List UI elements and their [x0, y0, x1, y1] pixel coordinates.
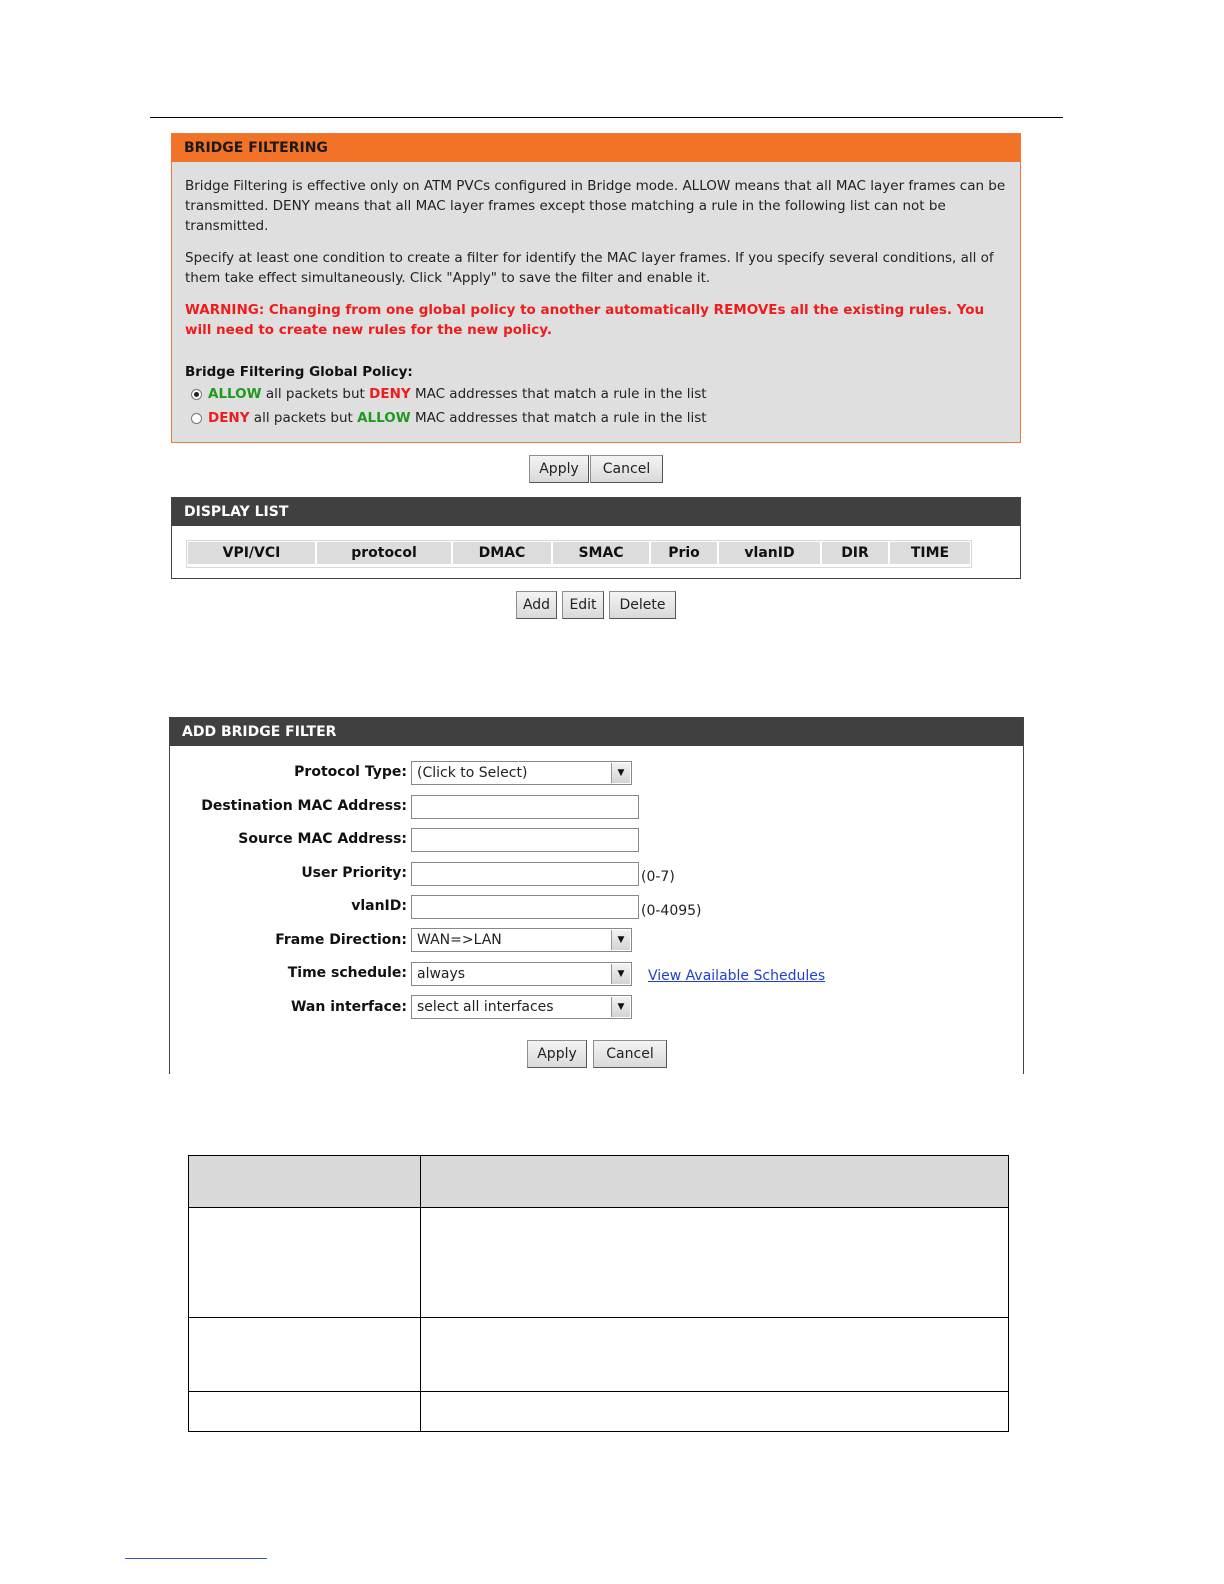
global-policy-label: Bridge Filtering Global Policy: — [185, 364, 413, 380]
table-cell — [421, 1392, 1009, 1432]
table-cell — [421, 1318, 1009, 1392]
table-cell — [189, 1208, 421, 1318]
bridge-filtering-instructions: Specify at least one condition to create a filter for identify the MAC layer frames. If you specify several conditions, all of them take effect simultaneously. Click "Apply" to save the filter and enable it. — [185, 250, 994, 286]
chevron-down-icon[interactable]: ▼ — [611, 997, 630, 1017]
footer-link-rule — [125, 1558, 267, 1559]
column-header: Prio — [651, 542, 717, 564]
policy-allow-radio[interactable] — [191, 389, 202, 400]
allow-keyword: ALLOW — [208, 386, 262, 402]
table-row — [189, 1392, 1009, 1432]
chevron-down-icon[interactable]: ▼ — [611, 964, 630, 984]
deny-keyword: DENY — [369, 386, 411, 402]
table-row — [189, 1208, 1009, 1318]
wan-interface-label: Wan interface: — [290, 999, 407, 1015]
display-list-panel — [171, 497, 1021, 579]
column-header: VPI/VCI — [188, 542, 315, 564]
deny-keyword: DENY — [208, 410, 250, 426]
policy-change-warning: WARNING: Changing from one global policy to another automatically REMOVEs all the existing rules. You will need to create new rules for the new policy. — [185, 302, 985, 338]
display-list-table — [186, 540, 972, 568]
deny-option-text: all packets but — [249, 410, 358, 426]
user-priority-label: User Priority: — [301, 865, 407, 881]
protocol-type-value: (Click to Select) — [417, 765, 528, 781]
allow-option-tail: MAC addresses that match a rule in the list — [410, 386, 707, 402]
vlan-id-label: vlanID: — [351, 898, 407, 914]
time-schedule-select[interactable] — [411, 962, 632, 986]
protocol-type-label: Protocol Type: — [294, 764, 407, 780]
column-header: protocol — [317, 542, 451, 564]
filter-cancel-button[interactable]: Cancel — [593, 1040, 667, 1068]
display-list-title: DISPLAY LIST — [172, 498, 1020, 526]
user-priority-input[interactable] — [411, 862, 639, 886]
bridge-filtering-panel — [171, 133, 1021, 443]
time-schedule-value: always — [417, 966, 466, 982]
policy-cancel-button[interactable]: Cancel — [590, 455, 663, 483]
frame-direction-select[interactable] — [411, 928, 632, 952]
destination-mac-input[interactable] — [411, 795, 639, 819]
wan-interface-value: select all interfaces — [417, 999, 554, 1015]
vlan-id-input[interactable] — [411, 895, 639, 919]
parameter-description-table — [188, 1155, 1009, 1432]
chevron-down-icon[interactable]: ▼ — [611, 930, 630, 950]
deny-option-tail: MAC addresses that match a rule in the list — [410, 410, 707, 426]
source-mac-input[interactable] — [411, 828, 639, 852]
bridge-filtering-description: Bridge Filtering is effective only on ATM PVCs configured in Bridge mode. ALLOW means that all MAC layer frames can be transmitted. DENY means that all MAC layer frames except those matching a rule in the following list can not be transmitted. — [185, 178, 1006, 234]
policy-apply-button[interactable]: Apply — [529, 455, 589, 483]
bridge-filtering-title: BRIDGE FILTERING — [172, 134, 1020, 162]
column-header: vlanID — [719, 542, 820, 564]
add-bridge-filter-panel — [169, 717, 1024, 1074]
wan-interface-select[interactable] — [411, 995, 632, 1019]
column-header: TIME — [890, 542, 970, 564]
view-schedules-link[interactable]: View Available Schedules — [648, 968, 826, 984]
delete-rule-button[interactable]: Delete — [609, 591, 676, 619]
column-header: DMAC — [453, 542, 551, 564]
time-schedule-label: Time schedule: — [287, 965, 407, 981]
column-header: SMAC — [553, 542, 649, 564]
chevron-down-icon[interactable]: ▼ — [611, 763, 630, 783]
vlan-id-range-hint: (0-4095) — [641, 903, 702, 919]
user-priority-range-hint: (0-7) — [641, 869, 675, 885]
edit-rule-button[interactable]: Edit — [562, 591, 604, 619]
column-header: DIR — [822, 542, 888, 564]
policy-deny-radio[interactable] — [191, 413, 202, 424]
policy-option-allow[interactable] — [185, 382, 1007, 406]
table-cell — [421, 1208, 1009, 1318]
source-mac-label: Source MAC Address: — [238, 831, 407, 847]
frame-direction-label: Frame Direction: — [275, 932, 407, 948]
table-cell — [189, 1156, 421, 1208]
allow-keyword: ALLOW — [357, 410, 411, 426]
add-rule-button[interactable]: Add — [516, 591, 557, 619]
table-cell — [189, 1318, 421, 1392]
frame-direction-value: WAN=>LAN — [417, 932, 502, 948]
allow-option-text: all packets but — [261, 386, 370, 402]
add-bridge-filter-title: ADD BRIDGE FILTER — [170, 718, 1023, 746]
table-header-row — [189, 1156, 1009, 1208]
table-row — [189, 1318, 1009, 1392]
policy-option-deny[interactable] — [185, 406, 1007, 430]
table-cell — [189, 1392, 421, 1432]
filter-apply-button[interactable]: Apply — [527, 1040, 587, 1068]
destination-mac-label: Destination MAC Address: — [201, 798, 407, 814]
table-cell — [421, 1156, 1009, 1208]
page-top-rule — [150, 117, 1063, 118]
protocol-type-select[interactable] — [411, 761, 632, 785]
